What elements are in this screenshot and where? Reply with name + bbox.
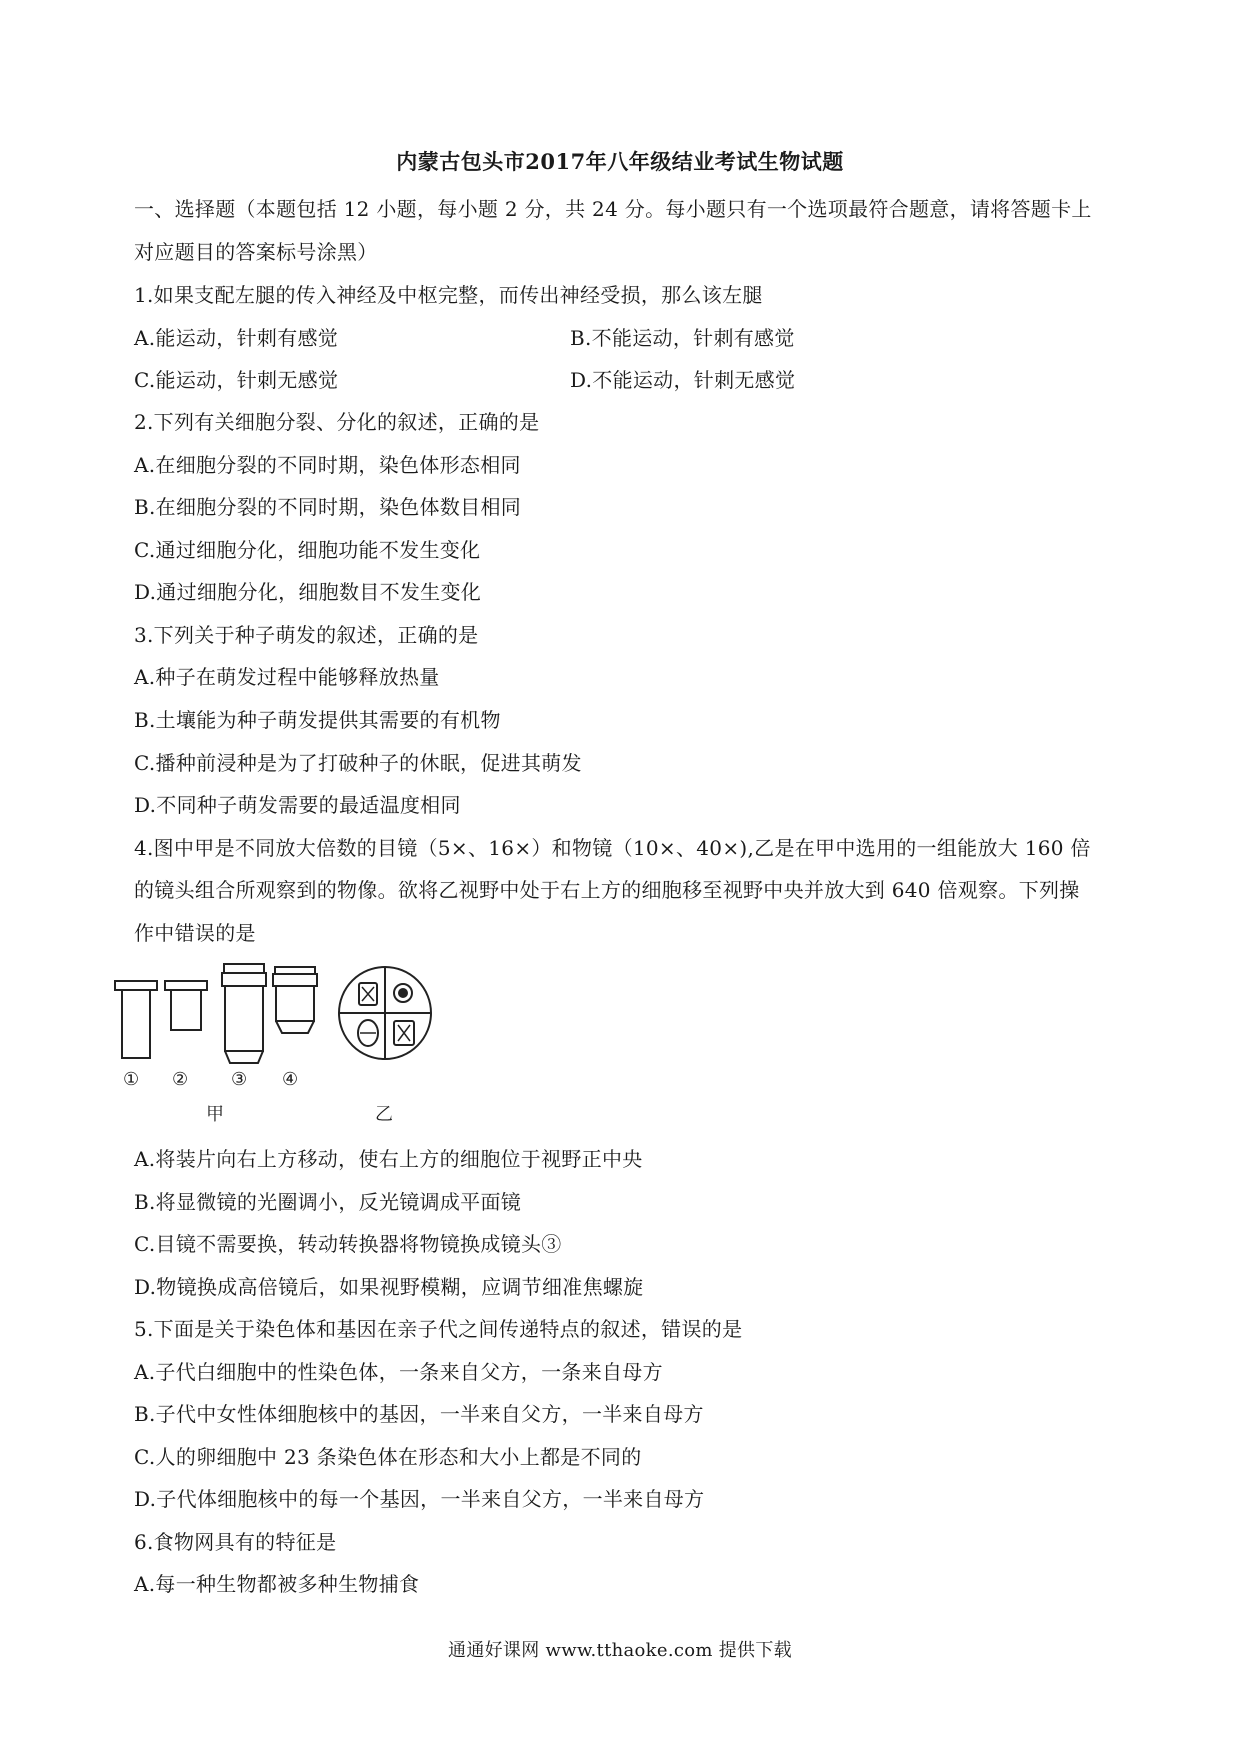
figure-caption-jia: 甲 bbox=[206, 1104, 224, 1125]
question-3-option-c: C.播种前浸种是为了打破种子的休眠，促进其萌发 bbox=[134, 751, 582, 775]
question-2-stem: 2.下列有关细胞分裂、分化的叙述，正确的是 bbox=[134, 410, 540, 434]
question-3-option-d: D.不同种子萌发需要的最适温度相同 bbox=[134, 793, 461, 817]
question-5-option-b: B.子代中女性体细胞核中的基因，一半来自父方，一半来自母方 bbox=[134, 1402, 704, 1426]
question-4-stem-line2: 的镜头组合所观察到的物像。欲将乙视野中处于右上方的细胞移至视野中央并放大到 640 倍观察。下列操 bbox=[134, 878, 1080, 902]
figure-caption-yi: 乙 bbox=[375, 1104, 393, 1125]
question-5-stem: 5.下面是关于染色体和基因在亲子代之间传递特点的叙述，错误的是 bbox=[134, 1317, 743, 1341]
question-5-option-d: D.子代体细胞核中的每一个基因，一半来自父方，一半来自母方 bbox=[134, 1487, 705, 1511]
question-1-option-d: D.不能运动，针刺无感觉 bbox=[570, 368, 796, 392]
question-6-stem: 6.食物网具有的特征是 bbox=[134, 1530, 337, 1554]
question-2-option-c: C.通过细胞分化，细胞功能不发生变化 bbox=[134, 538, 481, 562]
question-5-option-c: C.人的卵细胞中 23 条染色体在形态和大小上都是不同的 bbox=[134, 1445, 642, 1469]
lens-label-4: ④ bbox=[282, 1069, 299, 1090]
question-2-option-a: A.在细胞分裂的不同时期，染色体形态相同 bbox=[134, 453, 521, 477]
question-4-option-d: D.物镜换成高倍镜后，如果视野模糊，应调节细准焦螺旋 bbox=[134, 1275, 644, 1299]
question-2-option-b: B.在细胞分裂的不同时期，染色体数目相同 bbox=[134, 495, 522, 519]
question-1-stem: 1.如果支配左腿的传入神经及中枢完整，而传出神经受损，那么该左腿 bbox=[134, 283, 763, 307]
section-heading-cont: 对应题目的答案标号涂黑） bbox=[134, 240, 378, 264]
lens-label-2: ② bbox=[172, 1069, 189, 1090]
question-1-option-c: C.能运动，针刺无感觉 bbox=[134, 368, 339, 392]
question-1-option-a: A.能运动，针刺有感觉 bbox=[134, 326, 339, 350]
objective-lens-4 bbox=[273, 967, 317, 1033]
eyepiece-lens-2 bbox=[165, 981, 207, 1030]
question-4-stem-line1: 4.图中甲是不同放大倍数的目镜（5×、16×）和物镜（10×、40×),乙是在甲中选用的一组能放大 160 倍 bbox=[134, 836, 1091, 860]
question-3-option-b: B.土壤能为种子萌发提供其需要的有机物 bbox=[134, 708, 501, 732]
question-3-option-a: A.种子在萌发过程中能够释放热量 bbox=[134, 665, 440, 689]
field-of-view bbox=[339, 967, 431, 1059]
microscope-figure bbox=[110, 955, 470, 1130]
objective-lens-3 bbox=[222, 964, 266, 1063]
lens-label-1: ① bbox=[123, 1069, 140, 1090]
page-title: 内蒙古包头市2017年八年级结业考试生物试题 bbox=[396, 149, 844, 174]
question-4-option-b: B.将显微镜的光圈调小，反光镜调成平面镜 bbox=[134, 1190, 522, 1214]
microscope-figure-svg bbox=[110, 955, 470, 1130]
eyepiece-lens-1 bbox=[115, 981, 157, 1058]
page-footer: 通通好课网 www.tthaoke.com 提供下载 bbox=[448, 1640, 792, 1661]
question-4-stem-line3: 作中错误的是 bbox=[134, 921, 256, 945]
question-1-option-b: B.不能运动，针刺有感觉 bbox=[570, 326, 795, 350]
section-heading: 一、选择题（本题包括 12 小题，每小题 2 分，共 24 分。每小题只有一个选项最符合题意，请将答题卡上 bbox=[134, 197, 1092, 221]
question-4-option-a: A.将装片向右上方移动，使右上方的细胞位于视野正中央 bbox=[134, 1147, 643, 1171]
question-3-stem: 3.下列关于种子萌发的叙述，正确的是 bbox=[134, 623, 479, 647]
question-6-option-a: A.每一种生物都被多种生物捕食 bbox=[134, 1572, 420, 1596]
question-2-option-d: D.通过细胞分化，细胞数目不发生变化 bbox=[134, 580, 482, 604]
question-5-option-a: A.子代白细胞中的性染色体，一条来自父方，一条来自母方 bbox=[134, 1360, 663, 1384]
question-4-option-c: C.目镜不需要换，转动转换器将物镜换成镜头③ bbox=[134, 1232, 562, 1256]
lens-label-3: ③ bbox=[231, 1069, 248, 1090]
